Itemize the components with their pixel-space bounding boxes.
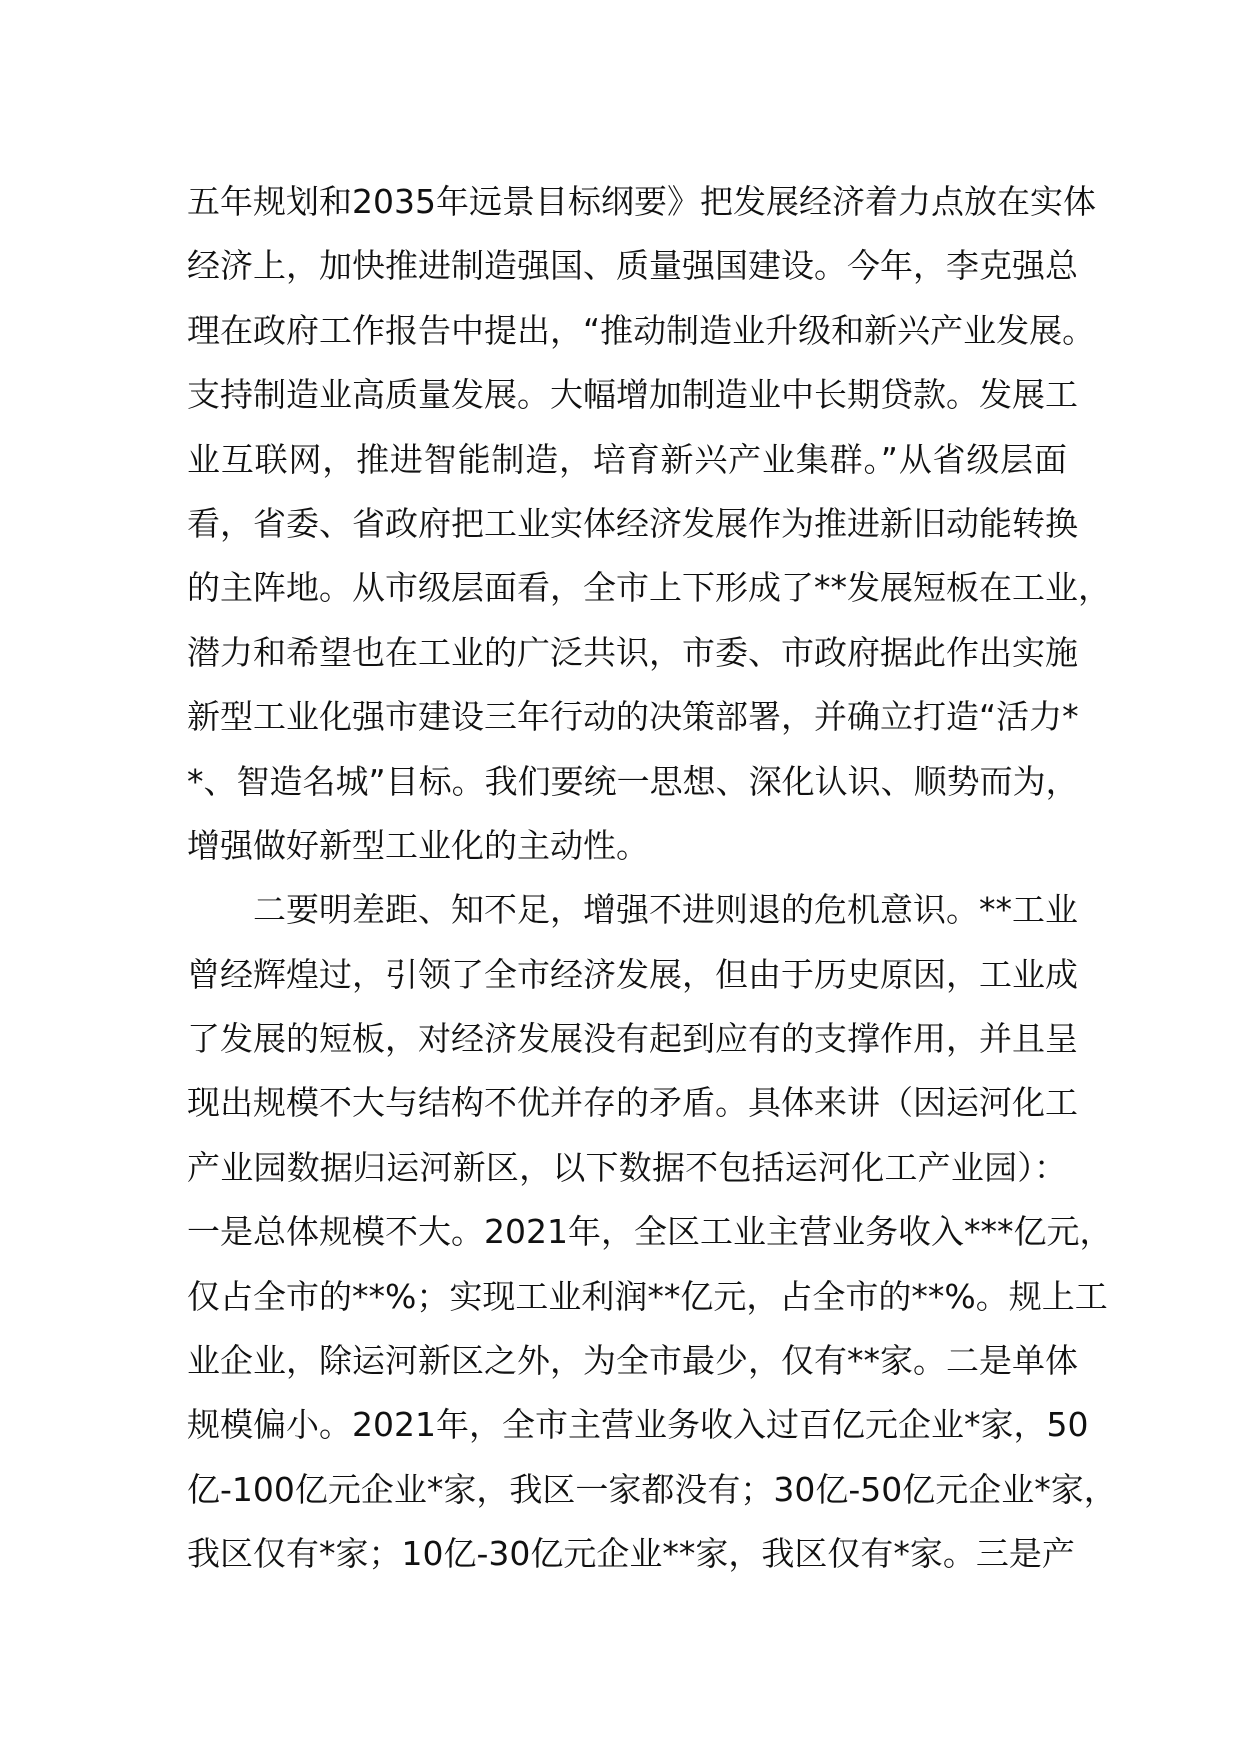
text-line: 产业园数据归运河新区，以下数据不包括运河化工产业园）： bbox=[187, 1147, 1067, 1187]
text-line: 我区仅有*家；10亿-30亿元企业**家，我区仅有*家。三是产 bbox=[187, 1534, 1075, 1574]
text-line: *、智造名城”目标。我们要统一思想、深化认识、顺势而为， bbox=[187, 761, 1079, 801]
text-line: 亿-100亿元企业*家，我区一家都没有；30亿-50亿元企业*家， bbox=[187, 1469, 1117, 1509]
paragraph-end-line: 增强做好新型工业化的主动性。 bbox=[187, 825, 649, 865]
text-line: 理在政府工作报告中提出，“推动制造业升级和新兴产业发展。 bbox=[187, 310, 1096, 350]
text-line: 规模偏小。2021年，全市主营业务收入过百亿元企业*家，50 bbox=[187, 1405, 1089, 1445]
text-line: 业企业，除运河新区之外，为全市最少，仅有**家。二是单体 bbox=[187, 1341, 1078, 1381]
text-line: 新型工业化强市建设三年行动的决策部署，并确立打造“活力* bbox=[187, 697, 1079, 737]
text-line: 经济上，加快推进制造强国、质量强国建设。今年，李克强总 bbox=[187, 246, 1078, 286]
text-line: 支持制造业高质量发展。大幅增加制造业中长期贷款。发展工 bbox=[187, 375, 1078, 415]
text-line: 五年规划和2035年远景目标纲要》把发展经济着力点放在实体 bbox=[187, 182, 1096, 221]
text-line: 现出规模不大与结构不优并存的矛盾。具体来讲（因运河化工 bbox=[187, 1083, 1078, 1123]
text-line: 看，省委、省政府把工业实体经济发展作为推进新旧动能转换 bbox=[187, 503, 1078, 543]
text-line: 了发展的短板，对经济发展没有起到应有的支撑作用，并且呈 bbox=[187, 1019, 1078, 1059]
text-line: 业互联网，推进智能制造，培育新兴产业集群。”从省级层面 bbox=[187, 439, 1067, 479]
text-line: 曾经辉煌过，引领了全市经济发展，但由于历史原因，工业成 bbox=[187, 954, 1078, 994]
text-line: 仅占全市的**%；实现工业利润**亿元，占全市的**%。规上工 bbox=[187, 1276, 1108, 1316]
text-line: 的主阵地。从市级层面看，全市上下形成了**发展短板在工业， bbox=[187, 568, 1111, 608]
paragraph-start-line: 二要明差距、知不足，增强不进则退的危机意识。**工业 bbox=[253, 890, 1078, 930]
text-line: 潜力和希望也在工业的广泛共识，市委、市政府据此作出实施 bbox=[187, 632, 1078, 672]
body-text bbox=[187, 170, 1117, 1587]
text-line: 一是总体规模不大。2021年，全区工业主营业务收入***亿元， bbox=[187, 1212, 1113, 1252]
